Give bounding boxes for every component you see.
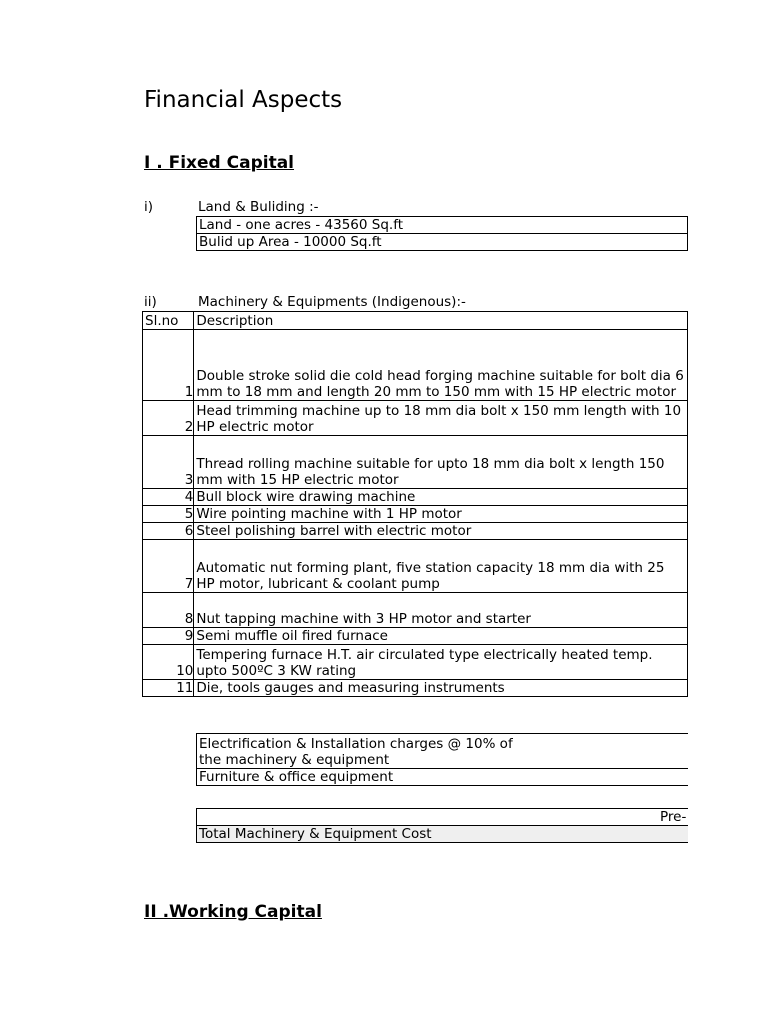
table-row: [197, 234, 688, 251]
row-description: Head trimming machine up to 18 mm dia bolt x 150 mm length with 10 HP electric motor: [194, 401, 688, 436]
table-row: [143, 506, 688, 523]
row-no: 9: [143, 628, 194, 645]
table-row: [143, 330, 688, 401]
working-capital-heading: II .Working Capital: [144, 902, 322, 922]
electrification-row: Electrification & Installation charges @ 10% of the machinery & equipment: [197, 734, 689, 769]
land-table: [196, 216, 688, 251]
pre-operative-label: Pre-: [660, 809, 686, 825]
table-row: [143, 523, 688, 540]
row-no: 6: [143, 523, 194, 540]
table-row: [197, 217, 688, 234]
table-row: [143, 680, 688, 697]
table-header-row: [143, 312, 688, 330]
table-row: [143, 645, 688, 680]
col-slno-header: Sl.no: [143, 312, 194, 330]
row-no: 8: [143, 593, 194, 628]
table-row: [143, 401, 688, 436]
row-no: 1: [143, 330, 194, 401]
row-no: 3: [143, 436, 194, 489]
table-row: [143, 628, 688, 645]
table-row: [197, 769, 689, 786]
row-no: 10: [143, 645, 194, 680]
row-description: Double stroke solid die cold head forging machine suitable for bolt dia 6 mm to 18 mm and length 20 mm to 150 mm with 15 HP electric motor: [194, 330, 688, 401]
col-description-header: Description: [194, 312, 688, 330]
row-no: 5: [143, 506, 194, 523]
machinery-label: Machinery & Equipments (Indigenous):-: [198, 294, 466, 310]
furniture-row: Furniture & office equipment: [197, 769, 689, 786]
row-no: 2: [143, 401, 194, 436]
fixed-capital-heading: I . Fixed Capital: [144, 153, 295, 173]
row-description: Semi muffle oil fired furnace: [194, 628, 688, 645]
row-description: Bull block wire drawing machine: [194, 489, 688, 506]
row-description: Wire pointing machine with 1 HP motor: [194, 506, 688, 523]
table-row: [143, 436, 688, 489]
row-description: Nut tapping machine with 3 HP motor and starter: [194, 593, 688, 628]
table-row: [197, 826, 689, 843]
page-title: Financial Aspects: [144, 87, 343, 113]
row-description: Thread rolling machine suitable for upto 18 mm dia bolt x length 150 mm with 15 HP electric motor: [194, 436, 688, 489]
table-row: [197, 734, 689, 769]
machinery-index: ii): [144, 294, 157, 310]
table-row: [143, 593, 688, 628]
extras-table: [196, 733, 688, 786]
row-description: Tempering furnace H.T. air circulated type electrically heated temp. upto 500ºC 3 KW rating: [194, 645, 688, 680]
row-no: 7: [143, 540, 194, 593]
table-row: [143, 489, 688, 506]
row-description: Die, tools gauges and measuring instruments: [194, 680, 688, 697]
row-description: Automatic nut forming plant, five station capacity 18 mm dia with 25 HP motor, lubricant & coolant pump: [194, 540, 688, 593]
land-index: i): [144, 199, 154, 215]
summary-table: [196, 808, 688, 843]
row-no: 11: [143, 680, 194, 697]
row-no: 4: [143, 489, 194, 506]
table-row: [143, 540, 688, 593]
row-description: Steel polishing barrel with electric motor: [194, 523, 688, 540]
builtup-row: Bulid up Area - 10000 Sq.ft: [197, 234, 688, 251]
land-row: Land - one acres - 43560 Sq.ft: [197, 217, 688, 234]
table-row: [197, 809, 689, 826]
machinery-table: [142, 311, 688, 697]
land-label: Land & Buliding :-: [198, 199, 319, 215]
total-machinery-row: Total Machinery & Equipment Cost: [197, 826, 689, 843]
pre-operative-cell: [197, 809, 689, 826]
